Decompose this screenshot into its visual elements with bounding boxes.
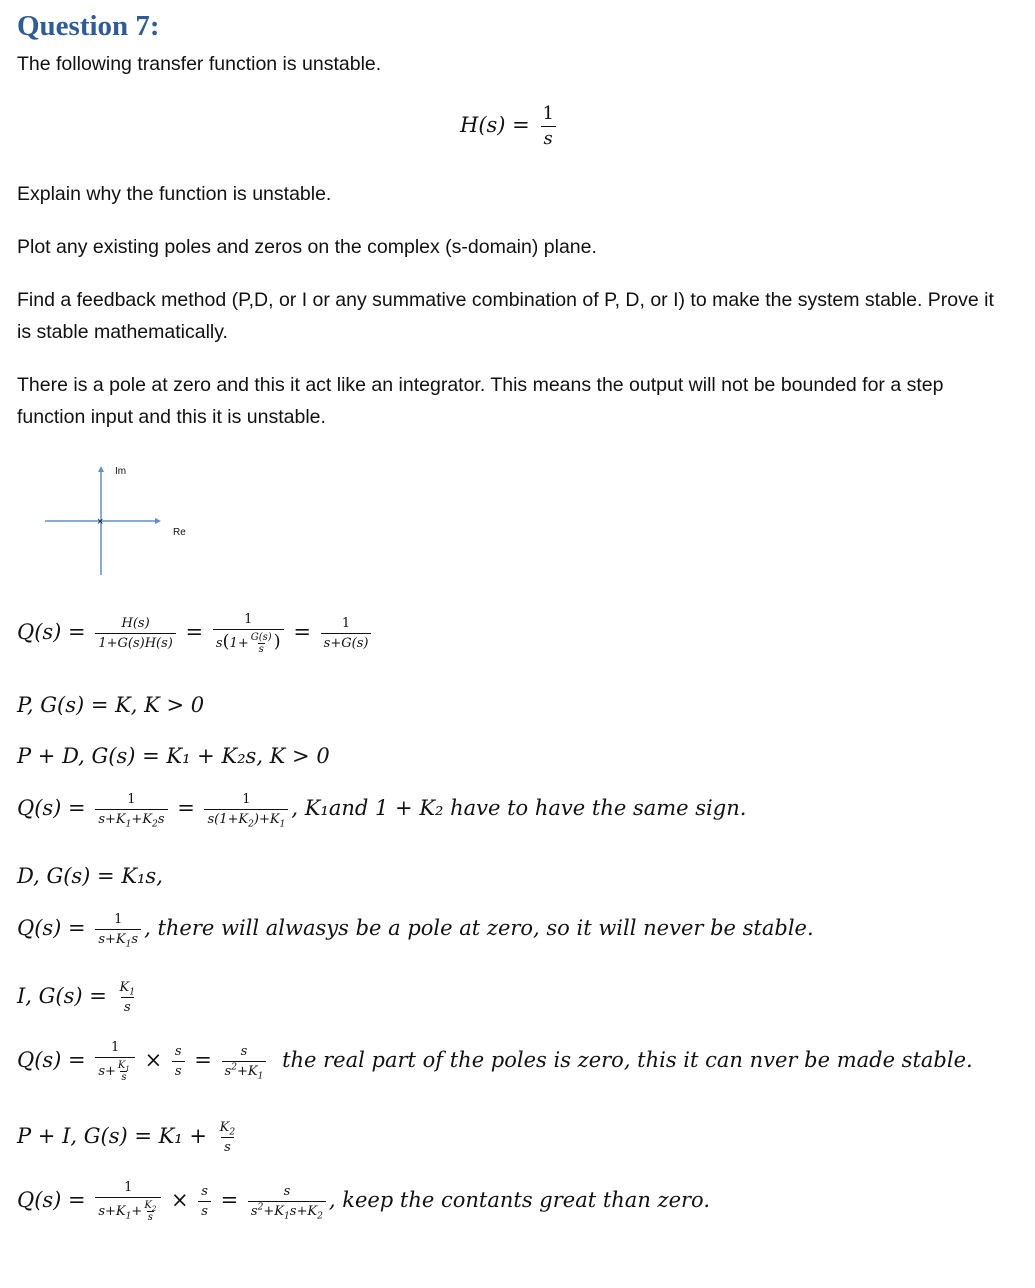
pi-note: , keep the contants great than zero. xyxy=(328,1188,711,1212)
pole-marker: × xyxy=(97,516,104,528)
pd-control-line: P + D, G(s) = K₁ + K₂s, K > 0 xyxy=(17,744,330,768)
pd-q-equation: Q(s) = $\frac{1}{s+K_1+K_2s}$ = $\frac{1}{s(1+K_2)+K_1}$ , K₁and 1 + K₂ have to have the same sign. xyxy=(17,792,747,830)
answer-text: There is a pole at zero and this it act like an integrator. This means the output will not be bounded for a step function input and this it is unstable. xyxy=(17,374,944,428)
q-generic-equation: Q(s) = $\frac{H(s)}{1+G(s)H(s)}$ = 1 s(1+ $\frac{G(s)}{s}$ ) = $\frac{1}{s+G(s)}$ xyxy=(17,612,374,655)
real-axis-arrow xyxy=(155,518,161,524)
d-q-equation: Q(s) = $\frac{1}{s+K_1s}$ , there will alwasys be a pole at zero, so it will never be stable. xyxy=(17,912,814,950)
transfer-function: H(s) = $\frac{1}{s}$ xyxy=(460,103,554,149)
feedback-prompt: Find a feedback method (P,D, or I or any summative combination of P, D, or I) to make the system stable. Prove it is stable mathematically. xyxy=(17,289,994,343)
axes-svg xyxy=(40,460,200,590)
plot-prompt: Plot any existing poles and zeros on the complex (s-domain) plane. xyxy=(17,236,597,258)
i-control-line: I, G(s) = $\frac{K_1}{s}$ xyxy=(17,980,136,1015)
s-plane-plot xyxy=(40,460,200,590)
pi-q-equation: Q(s) = 1 $s+K_1+$ $\frac{K_2}{s}$ × $\frac{s}{s}$ = $\frac{s}{s^2+K_1s+K_2}$ , keep the contants great than zero. xyxy=(17,1180,711,1223)
p-control-line: P, G(s) = K, K > 0 xyxy=(17,693,205,717)
question-title: Question 7: xyxy=(17,10,160,42)
intro-text: The following transfer function is unstable. xyxy=(17,53,382,75)
d-control-line: D, G(s) = K₁s, xyxy=(17,864,163,888)
i-q-equation: Q(s) = 1 s+ $\frac{K_1}{s}$ × $\frac{s}{s}$ = $\frac{s}{s^2+K_1}$ the real part of the poles is zero, this it can nver be made stable. xyxy=(17,1040,973,1083)
im-label: Im xyxy=(115,466,127,477)
pd-note: , K₁and 1 + K₂ have to have the same sign. xyxy=(291,796,747,820)
pi-control-line: P + I, G(s) = K₁ + $\frac{K_2}{s}$ xyxy=(17,1120,236,1155)
re-label: Re xyxy=(173,527,186,538)
d-note: , there will alwasys be a pole at zero, so it will never be stable. xyxy=(144,916,814,940)
imag-axis-arrow xyxy=(98,466,104,472)
explain-prompt: Explain why the function is unstable. xyxy=(17,183,332,205)
i-note: the real part of the poles is zero, this it can nver be made stable. xyxy=(282,1048,973,1072)
